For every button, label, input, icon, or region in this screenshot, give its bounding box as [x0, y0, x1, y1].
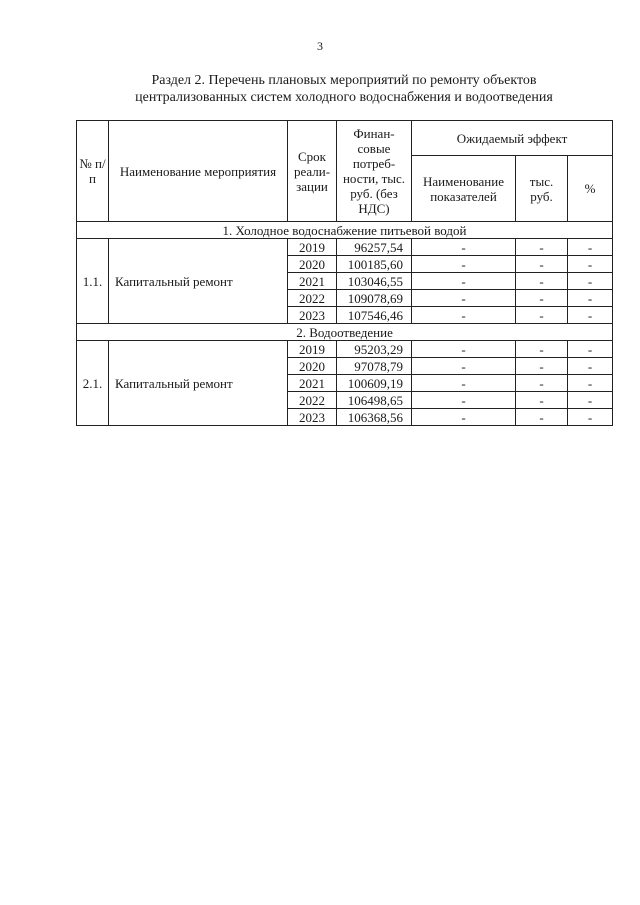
- header-period: Срок реали-зации: [288, 121, 337, 222]
- row-amount: 100609,19: [337, 375, 412, 392]
- row-thousand-rub: -: [516, 409, 568, 426]
- row-percent: -: [568, 256, 613, 273]
- row-amount: 109078,69: [337, 290, 412, 307]
- header-effect: Ожидаемый эффект: [412, 121, 613, 156]
- row-percent: -: [568, 239, 613, 256]
- row-number: 1.1.: [77, 239, 109, 324]
- row-activity-name: Капитальный ремонт: [109, 341, 288, 426]
- row-year: 2020: [288, 256, 337, 273]
- table-row: [77, 239, 613, 256]
- row-percent: -: [568, 307, 613, 324]
- header-indicator: Наименование показателей: [412, 156, 516, 222]
- row-percent: -: [568, 392, 613, 409]
- row-percent: -: [568, 341, 613, 358]
- header-num: № п/п: [77, 121, 109, 222]
- row-thousand-rub: -: [516, 256, 568, 273]
- section-title: [76, 72, 612, 106]
- row-thousand-rub: -: [516, 273, 568, 290]
- row-year: 2019: [288, 239, 337, 256]
- header-thousand-rub: тыс. руб.: [516, 156, 568, 222]
- row-amount: 103046,55: [337, 273, 412, 290]
- row-indicator: -: [412, 358, 516, 375]
- section-title-line-2: централизованных систем холодного водоснабжения и водоотведения: [135, 90, 553, 105]
- row-percent: -: [568, 290, 613, 307]
- row-year: 2020: [288, 358, 337, 375]
- row-year: 2021: [288, 273, 337, 290]
- row-year: 2023: [288, 307, 337, 324]
- row-indicator: -: [412, 290, 516, 307]
- row-percent: -: [568, 375, 613, 392]
- header-finance: Финан-совые потреб-ности, тыс. руб. (без НДС): [337, 121, 412, 222]
- row-amount: 106368,56: [337, 409, 412, 426]
- row-indicator: -: [412, 341, 516, 358]
- row-indicator: -: [412, 409, 516, 426]
- row-amount: 97078,79: [337, 358, 412, 375]
- row-year: 2021: [288, 375, 337, 392]
- page-number: 3: [317, 39, 323, 53]
- row-number: 2.1.: [77, 341, 109, 426]
- row-thousand-rub: -: [516, 239, 568, 256]
- row-indicator: -: [412, 256, 516, 273]
- row-thousand-rub: -: [516, 375, 568, 392]
- header-name: Наименование мероприятия: [109, 121, 288, 222]
- section-heading-1: 1. Холодное водоснабжение питьевой водой: [77, 222, 613, 239]
- row-indicator: -: [412, 239, 516, 256]
- row-year: 2019: [288, 341, 337, 358]
- row-year: 2023: [288, 409, 337, 426]
- row-amount: 95203,29: [337, 341, 412, 358]
- row-indicator: -: [412, 273, 516, 290]
- plan-table: [76, 120, 613, 426]
- row-percent: -: [568, 409, 613, 426]
- row-thousand-rub: -: [516, 358, 568, 375]
- row-year: 2022: [288, 392, 337, 409]
- table-row: [77, 341, 613, 358]
- row-indicator: -: [412, 375, 516, 392]
- row-amount: 107546,46: [337, 307, 412, 324]
- row-indicator: -: [412, 307, 516, 324]
- row-thousand-rub: -: [516, 392, 568, 409]
- section-heading-2: 2. Водоотведение: [77, 324, 613, 341]
- row-amount: 100185,60: [337, 256, 412, 273]
- row-amount: 96257,54: [337, 239, 412, 256]
- section-title-line-1: Раздел 2. Перечень плановых мероприятий по ремонту объектов: [151, 73, 537, 88]
- row-percent: -: [568, 358, 613, 375]
- row-activity-name: Капитальный ремонт: [109, 239, 288, 324]
- row-year: 2022: [288, 290, 337, 307]
- row-percent: -: [568, 273, 613, 290]
- header-percent: %: [568, 156, 613, 222]
- row-amount: 106498,65: [337, 392, 412, 409]
- row-thousand-rub: -: [516, 290, 568, 307]
- row-thousand-rub: -: [516, 341, 568, 358]
- row-thousand-rub: -: [516, 307, 568, 324]
- row-indicator: -: [412, 392, 516, 409]
